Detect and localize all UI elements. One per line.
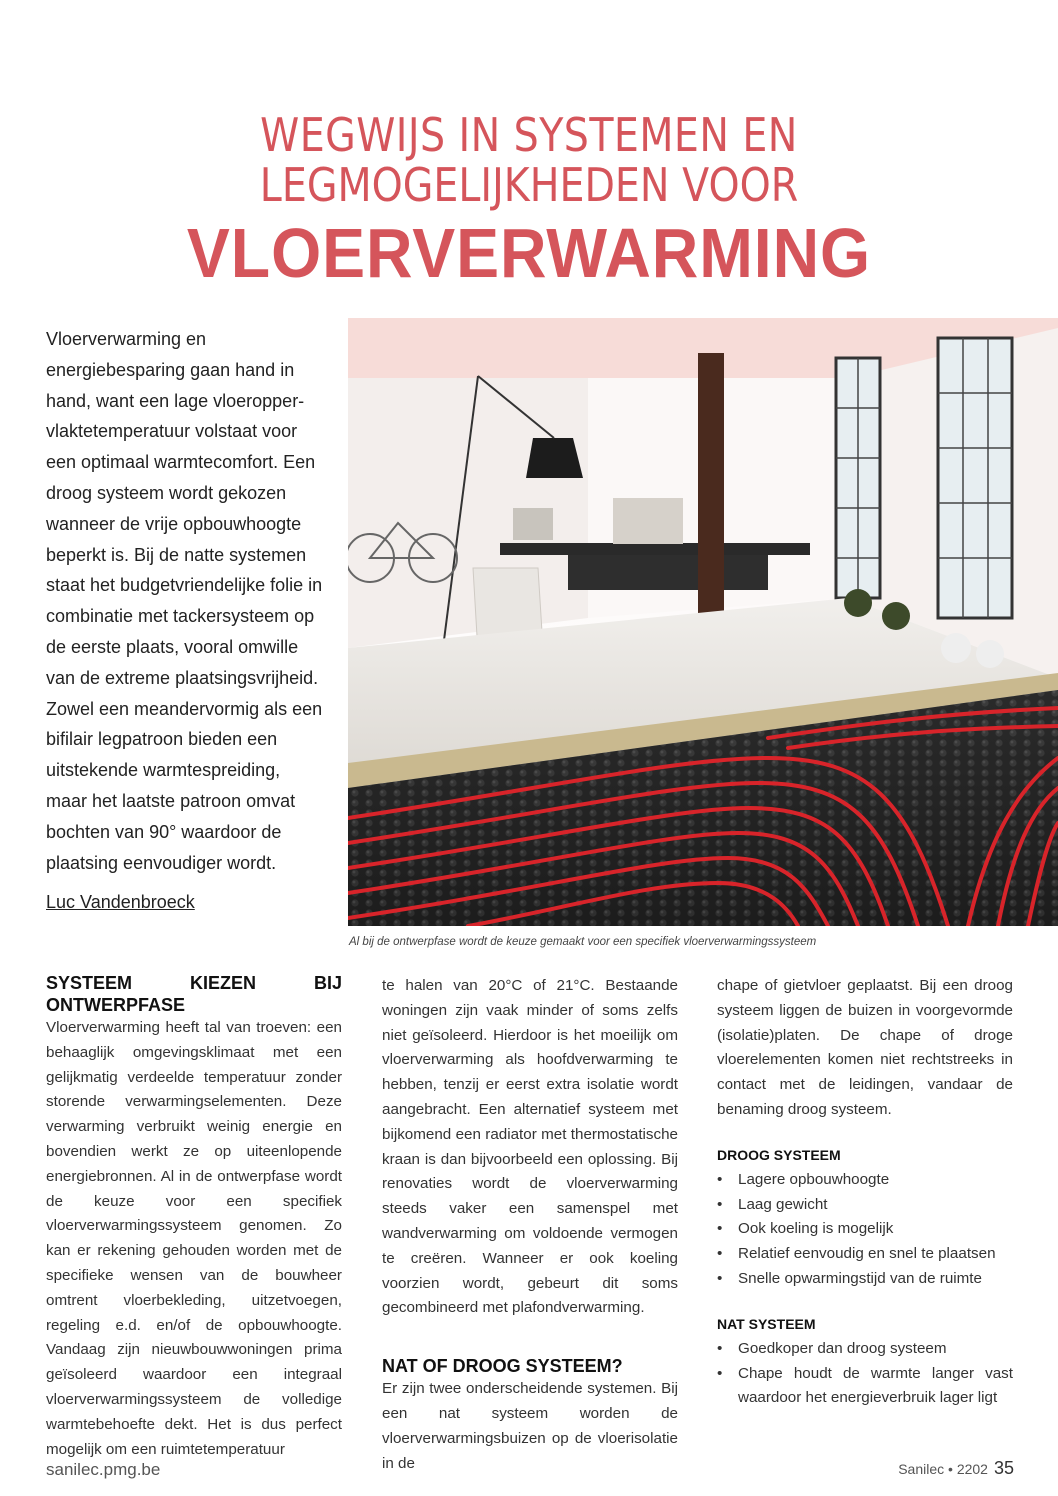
column-1: [46, 972, 342, 1462]
list-item: • Lagere opbouwhoogte: [717, 1168, 1013, 1193]
intro-text: [46, 324, 326, 878]
column-3-text: chape of gietvloer geplaatst. Bij een droog systeem liggen de buizen in voorgevormde (isolatie)platen. De chape of droge vloerelementen komen niet rechtstreeks in contact met de leidingen, vandaar de benaming droog systeem.: [717, 977, 1013, 1118]
list-item: • Snelle opwarmingstijd van de ruimte: [717, 1267, 1013, 1292]
list-item: • Relatief eenvoudig en snel te plaatsen: [717, 1242, 1013, 1267]
column-2-text: te halen van 20°C of 21°C. Bestaande woningen zijn vaak minder of soms zelfs niet geïsoleerd. Hierdoor is het moeilijk om vloerverwarming als hoofdverwarming te hebben, tenzij er eerst extra isolatie wordt aangebracht. Een alternatief systeem met bijkomend een radiator met thermostatische kraan is dan bijvoorbeeld een oplossing. Bij renovaties wordt de vloerverwarming steeds vaker een samenspel met wandverwarming om voldoende vermogen te creëren. Wanneer er ook koeling voorzien wordt, gebeurt dit soms gecombineerd met plafondverwarming.: [382, 977, 678, 1317]
nat-list: [717, 1337, 1013, 1411]
list-item: • Laag gewicht: [717, 1193, 1013, 1218]
title-main: VLOERVERWARMING: [186, 214, 872, 292]
subheading-droog-systeem: DROOG SYSTEEM: [717, 1146, 841, 1163]
list-item: • Goedkoper dan droog systeem: [717, 1337, 1013, 1362]
title-line-1: WEGWIJS IN SYSTEMEN EN: [260, 108, 798, 162]
section-heading-ontwerpfase: SYSTEEM KIEZEN BIJ ONTWERPFASE: [46, 973, 342, 1015]
column-2: [382, 974, 678, 1476]
underfloor-heating-room-illustration: [348, 318, 1058, 926]
title-line-2: LEGMOGELIJKHEDEN VOOR: [259, 158, 799, 212]
column-2-text-2: Er zijn twee onderscheidende systemen. Bij een nat systeem worden de vloerverwarmingsbuizen op de vloerisolatie in de: [382, 1380, 678, 1472]
droog-list: [717, 1168, 1013, 1292]
article-photo: [348, 318, 1058, 926]
author-link[interactable]: Luc Vandenbroeck: [46, 892, 195, 912]
footer-website-link[interactable]: sanilec.pmg.be: [46, 1460, 161, 1479]
section-heading-nat-of-droog: NAT OF DROOG SYSTEEM?: [382, 1356, 623, 1377]
page-number: 35: [993, 1458, 1014, 1478]
list-item: • Chape houdt de warmte langer vast waardoor het energieverbruik lager ligt: [717, 1362, 1013, 1412]
column-3: [717, 974, 1013, 1411]
footer-issue: [898, 1458, 1014, 1479]
subheading-nat-systeem: NAT SYSTEEM: [717, 1315, 816, 1332]
intro-paragraph: Vloerverwarming en energiebesparing gaan hand in hand, want een lage vloeropper-vlaktetemperatuur volstaat voor een optimaal warmtecomfort. Een droog systeem wordt gekozen wanneer de vrije opbouwhoogte beperkt is. Bij de natte systemen staat het budgetvriendelijke folie in combinatie met tackersysteem op de eerste plaats, vooral omwille van de extreme plaatsingsvrijheid. Zowel een meandervormig als een bifilair legpatroon bieden een uitstekende warmtespreiding, maar het laatste patroon omvat bochten van 90° waardoor de plaatsing eenvoudiger wordt.: [46, 329, 323, 873]
list-item: • Ook koeling is mogelijk: [717, 1217, 1013, 1242]
column-1-text: Vloerverwarming heeft tal van troeven: een behaaglijk omgevingsklimaat met een gelijkmatig verdeelde temperatuur zonder storende verwarmingselementen. Deze verwarming verbruikt weinig energie en bovendien werkt ze op uiteenlopende energiebronnen. Al in de ontwerpfase wordt de keuze voor een specifiek vloerverwarmingssysteem genomen. Zo kan er rekening gehouden worden met de specifieke wensen van de bouwheer omtrent vloerbekleding, uitzetvoegen, regeling e.d. en/of de opbouwhoogte. Vandaag zijn nieuwbouwwoningen prima geïsoleerd waardoor een integraal vloerverwarmingssysteem de volledige warmtebehoefte dekt. Het is dus perfect mogelijk om een ruimtetemperatuur: [46, 1019, 342, 1458]
issue-label: Sanilec • 2202: [898, 1461, 988, 1477]
photo-caption: Al bij de ontwerpfase wordt de keuze gemaakt voor een specifiek vloerverwarmingssysteem: [349, 936, 817, 948]
